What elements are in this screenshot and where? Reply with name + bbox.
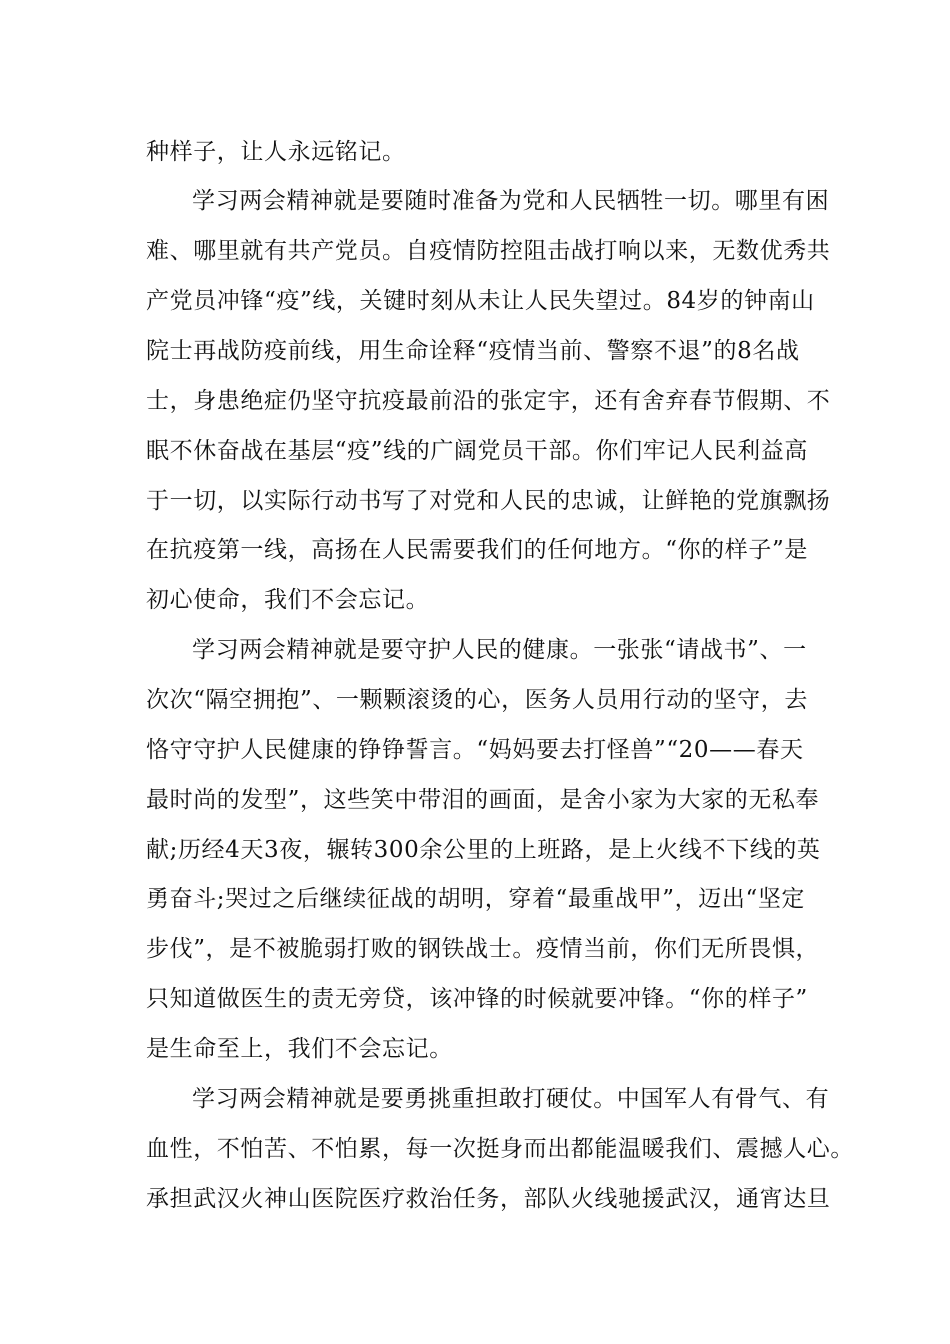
text-line: 恪守守护人民健康的铮铮誓言。“妈妈要去打怪兽”“20——春天: [146, 737, 804, 763]
text-line: 步伐”，是不被脆弱打败的钢铁战士。疫情当前，你们无所畏惧，: [146, 936, 820, 962]
text-line: 最时尚的发型”，这些笑中带泪的画面，是舍小家为大家的无私奉: [146, 787, 820, 813]
text-line: 献;历经4天3夜，辗转300余公里的上班路，是上火线不下线的英: [146, 837, 821, 863]
text-line: 勇奋斗;哭过之后继续征战的胡明，穿着“最重战甲”，迈出“坚定: [146, 886, 806, 912]
text-line: 承担武汉火神山医院医疗救治任务，部队火线驰援武汉，通宵达旦: [146, 1186, 831, 1212]
text-line: 初心使命，我们不会忘记。: [146, 587, 430, 613]
paragraph-first-line: 学习两会精神就是要随时准备为党和人民牺牲一切。哪里有困: [192, 188, 830, 214]
text-line: 于一切，以实际行动书写了对党和人民的忠诚，让鲜艳的党旗飘扬: [146, 488, 831, 514]
text-line: 士，身患绝症仍坚守抗疫最前沿的张定宇，还有舍弃春节假期、不: [146, 388, 831, 414]
text-line: 血性，不怕苦、不怕累，每一次挺身而出都能温暖我们、震撼人心。: [146, 1136, 854, 1162]
text-line: 种样子，让人永远铭记。: [146, 139, 406, 165]
paragraph-first-line: 学习两会精神就是要守护人民的健康。一张张“请战书”、一: [192, 637, 807, 663]
paragraph-first-line: 学习两会精神就是要勇挑重担敢打硬仗。中国军人有骨气、有: [192, 1086, 830, 1112]
text-line: 产党员冲锋“疫”线，关键时刻从未让人民失望过。84岁的钟南山: [146, 288, 815, 314]
text-line: 在抗疫第一线，高扬在人民需要我们的任何地方。“你的样子”是: [146, 537, 808, 563]
text-line: 只知道做医生的责无旁贷，该冲锋的时候就要冲锋。“你的样子”: [146, 986, 808, 1012]
text-line: 眠不休奋战在基层“疫”线的广阔党员干部。你们牢记人民利益高: [146, 438, 808, 464]
text-line: 是生命至上，我们不会忘记。: [146, 1036, 453, 1062]
text-line: 院士再战防疫前线，用生命诠释“疫情当前、警察不退”的8名战: [146, 338, 800, 364]
text-line: 次次“隔空拥抱”、一颗颗滚烫的心，医务人员用行动的坚守，去: [146, 687, 808, 713]
text-line: 难、哪里就有共产党员。自疫情防控阻击战打响以来，无数优秀共: [146, 238, 831, 264]
